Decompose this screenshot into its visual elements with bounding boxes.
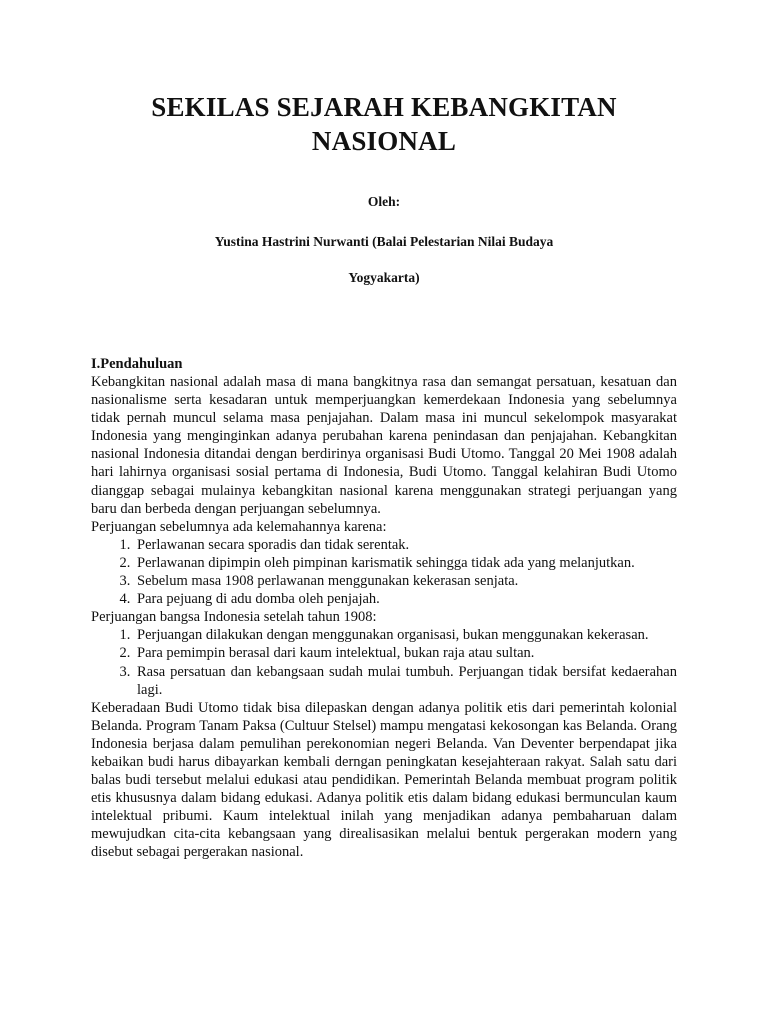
list-item: 2. Para pemimpin berasal dari kaum intelektual, bukan raja atau sultan. [134,644,677,662]
list-item: 2. Perlawanan dipimpin oleh pimpinan karismatik sehingga tidak ada yang melanjutkan. [134,554,677,572]
paragraph-intro: Kebangkitan nasional adalah masa di mana bangkitnya rasa dan semangat persatuan, kesatuan dan nasionalisme serta kesadaran untuk memperjuangkan kemerdekaan Indonesia yang sebelumnya tidak pernah muncul selama masa penjajahan. Dalam masa ini muncul sekelompok masyarakat Indonesia yang menginginkan adanya perubahan karena penindasan dan penjajahan. Kebangkitan nasional Indonesia ditandai dengan berdirinya organisasi Budi Utomo. Tanggal 20 Mei 1908 adalah hari lahirnya organisasi sosial pertama di Indonesia, Budi Utomo. Tanggal kelahiran Budi Utomo dianggap sebagai mulainya kebangkitan nasional karena menggunakan strategi perjuangan yang baru dan berbeda dengan perjuangan sebelumnya. [91,374,677,517]
title-line-1: SEKILAS SEJARAH KEBANGKITAN [151,92,617,122]
paragraph-after-1908-lead: Perjuangan bangsa Indonesia setelah tahun 1908: [91,609,377,626]
list-item: 4. Para pejuang di adu domba oleh penjajah. [134,590,677,608]
author-affiliation: Yogyakarta) [348,270,420,285]
after-1908-list [91,626,677,698]
section-heading: I.Pendahuluan [91,356,183,372]
paragraph-budi-utomo: Keberadaan Budi Utomo tidak bisa dilepaskan dengan adanya politik etis dari pemerintah kolonial Belanda. Program Tanam Paksa (Cultuur Stelsel) mampu mengatasi kekosongan kas Belanda. Orang Indonesia berjasa dalam pemulihan perekonomian negeri Belanda. Van Deventer berpendapat jika kebaikan budi harus dibayarkan kembali derngan peningkatan kesejahteraan rakyat. Salah satu dari balas budi tersebut melalui edukasi atau pendidikan. Pemerintah Belanda membuat program politik etis khususnya dalam bidang edukasi. Adanya politik etis dalam bidang edukasi bermunculan kaum intelektual pribumi. Kaum intelektual inilah yang menjadikan adanya pembaharuan dalam mewujudkan cita-cita kebangsaan yang direalisasikan melalui bentuk pergerakan modern yang disebut sebagai pergerakan nasional. [91,699,677,861]
document-title [91,90,677,158]
title-line-2: NASIONAL [311,126,457,156]
author-name: Yustina Hastrini Nurwanti (Balai Pelestarian Nilai Budaya [214,234,554,249]
list-item: 3. Sebelum masa 1908 perlawanan menggunakan kekerasan senjata. [134,572,677,590]
list-item: 1. Perlawanan secara sporadis dan tidak serentak. [134,536,677,554]
weakness-list [91,536,677,608]
list-item: 1. Perjuangan dilakukan dengan menggunakan organisasi, bukan menggunakan kekerasan. [134,626,677,644]
paragraph-weakness-lead: Perjuangan sebelumnya ada kelemahannya karena: [91,518,387,535]
byline-oleh: Oleh: [367,194,401,209]
list-item: 3. Rasa persatuan dan kebangsaan sudah mulai tumbuh. Perjuangan tidak bersifat kedaerahan lagi. [134,663,677,699]
